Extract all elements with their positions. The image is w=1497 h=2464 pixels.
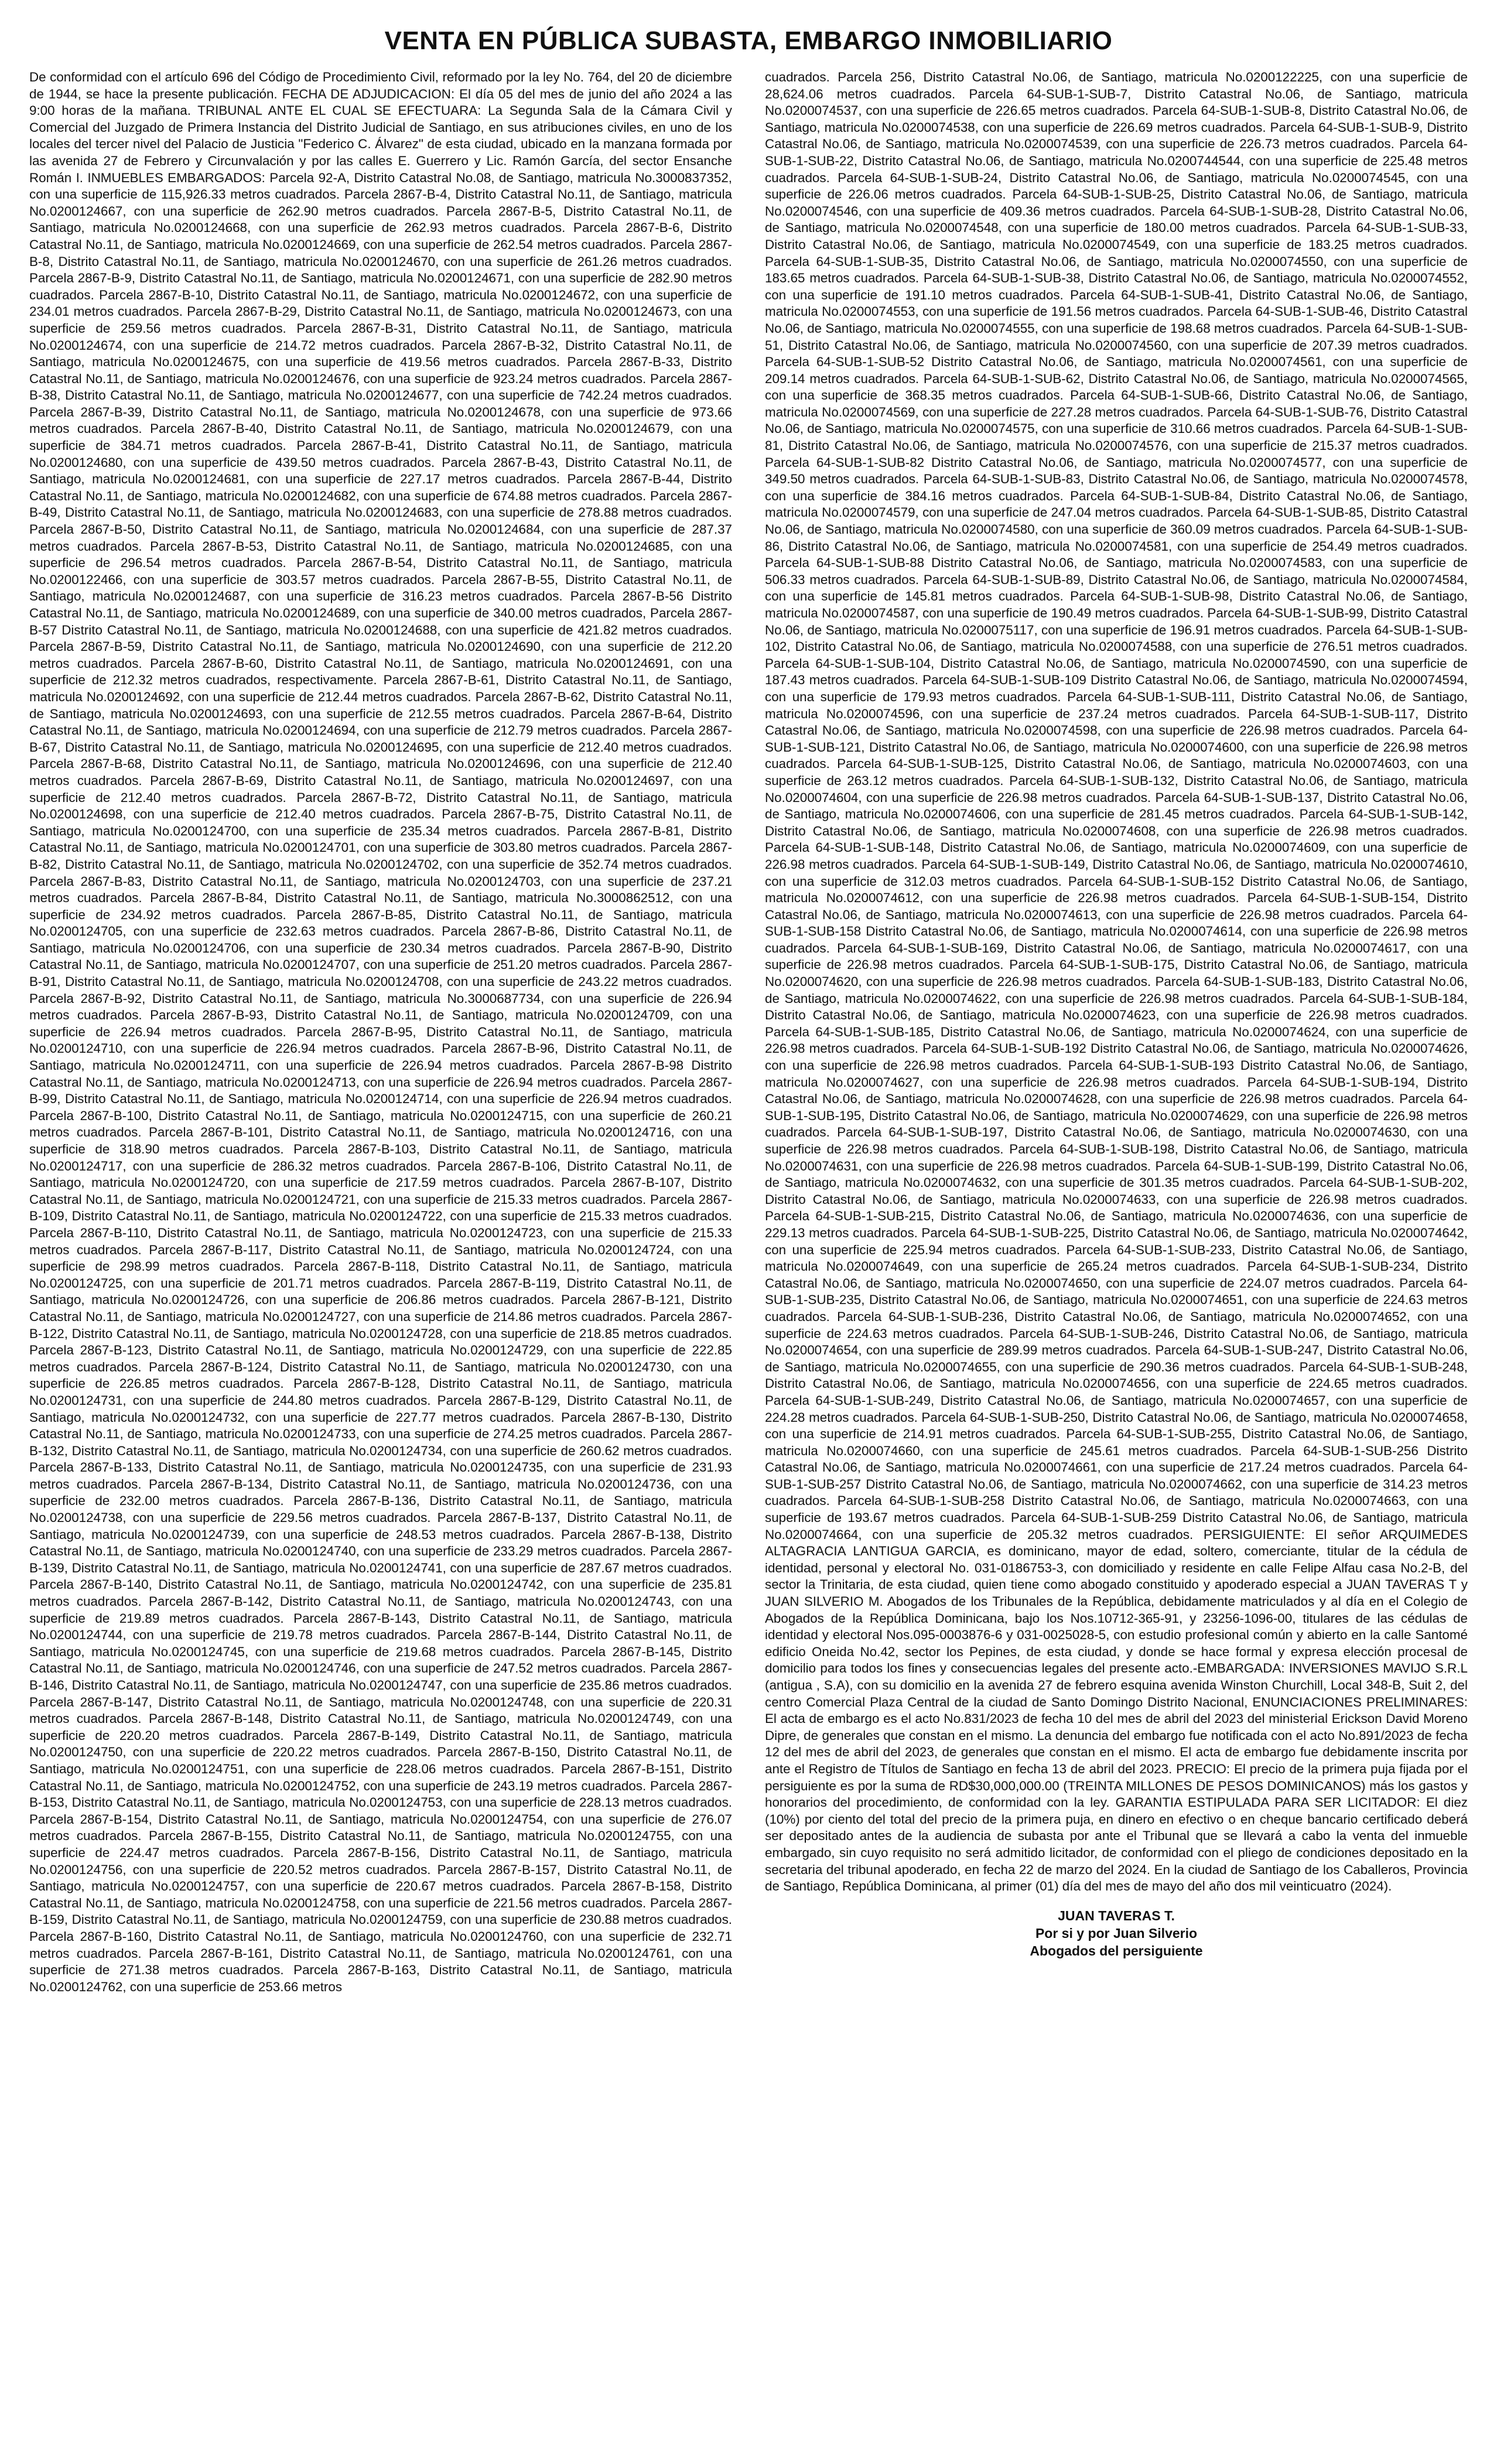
signature-line-2: Por si y por Juan Silverio [1035,1925,1198,1941]
right-column [765,69,1468,2424]
left-column [29,69,732,2424]
notice-columns [29,69,1468,2424]
signature-block [765,1907,1468,1960]
legal-notice [29,23,1468,2441]
notice-body-left: De conformidad con el artículo 696 del Código de Procedimiento Civil, reformado por la ley No. 764, del 20 de diciembre de 1944, se hace la presente publicación. FECHA DE ADJUDICACION: El día 05 del mes de junio del año 2024 a las 9:00 horas de la mañana. TRIBUNAL ANTE EL CUAL SE EFECTUARA: La Segunda Sala de la Cámara Civil y Comercial del Juzgado de Primera Instancia del Distrito Judicial de Santiago, en sus atribuciones civiles, en uno de los locales del tercer nivel del Palacio de Justicia "Federico C. Álvarez" de esta ciudad, ubicado en la manzana formada por las avenida 27 de Febrero y Circunvalación y por las calles E. Guerrero y Lic. Ramón García, del sector Ensanche Román I. INMUEBLES EMBARGADOS: Parcela 92-A, Distrito Catastral No.08, de Santiago, matricula No.3000837352, con una superficie de 115,926.33 metros cuadrados. Parcela 2867-B-4, Distrito Catastral No.11, de Santiago, matricula No.0200124667, con una superficie de 262.90 metros cuadrados. Parcela 2867-B-5, Distrito Catastral No.11, de Santiago, matricula No.0200124668, con una superficie de 262.93 metros cuadrados. Parcela 2867-B-6, Distrito Catastral No.11, de Santiago, matricula No.0200124669, con una superficie de 262.54 metros cuadrados. Parcela 2867-B-8, Distrito Catastral No.11, de Santiago, matricula No.0200124670, con una superficie de 261.26 metros cuadrados. Parcela 2867-B-9, Distrito Catastral No.11, de Santiago, matricula No.0200124671, con una superficie de 282.90 metros cuadrados. Parcela 2867-B-10, Distrito Catastral No.11, de Santiago, matricula No.0200124672, con una superficie de 234.01 metros cuadrados. Parcela 2867-B-29, Distrito Catastral No.11, de Santiago, matricula No.0200124673, con una superficie de 259.56 metros cuadrados. Parcela 2867-B-31, Distrito Catastral No.11, de Santiago, matricula No.0200124674, con una superficie de 214.72 metros cuadrados. Parcela 2867-B-32, Distrito Catastral No.11, de Santiago, matricula No.0200124675, con una superficie de 419.56 metros cuadrados. Parcela 2867-B-33, Distrito Catastral No.11, de Santiago, matricula No.0200124676, con una superficie de 923.24 metros cuadrados. Parcela 2867-B-38, Distrito Catastral No.11, de Santiago, matricula No.0200124677, con una superficie de 742.24 metros cuadrados. Parcela 2867-B-39, Distrito Catastral No.11, de Santiago, matricula No.0200124678, con una superficie de 973.66 metros cuadrados. Parcela 2867-B-40, Distrito Catastral No.11, de Santiago, matricula No.0200124679, con una superficie de 384.71 metros cuadrados. Parcela 2867-B-41, Distrito Catastral No.11, de Santiago, matricula No.0200124680, con una superficie de 439.50 metros cuadrados. Parcela 2867-B-43, Distrito Catastral No.11, de Santiago, matricula No.0200124681, con una superficie de 227.17 metros cuadrados. Parcela 2867-B-44, Distrito Catastral No.11, de Santiago, matricula No.0200124682, con una superficie de 674.88 metros cuadrados. Parcela 2867-B-49, Distrito Catastral No.11, de Santiago, matricula No.0200124683, con una superficie de 278.88 metros cuadrados. Parcela 2867-B-50, Distrito Catastral No.11, de Santiago, matricula No.0200124684, con una superficie de 287.37 metros cuadrados. Parcela 2867-B-53, Distrito Catastral No.11, de Santiago, matricula No.0200124685, con una superficie de 296.54 metros cuadrados. Parcela 2867-B-54, Distrito Catastral No.11, de Santiago, matricula No.0200122466, con una superficie de 303.57 metros cuadrados. Parcela 2867-B-55, Distrito Catastral No.11, de Santiago, matricula No.0200124687, con una superficie de 316.23 metros cuadrados. Parcela 2867-B-56 Distrito Catastral No.11, de Santiago, matricula No.0200124689, con una superficie de 340.00 metros cuadrados, Parcela 2867-B-57 Distrito Catastral No.11, de Santiago, matricula No.0200124688, con una superficie de 421.82 metros cuadrados. Parcela 2867-B-59, Distrito Catastral No.11, de Santiago, matricula No.0200124690, con una superficie de 212.20 metros cuadrados. Parcela 2867-B-60, Distrito Catastral No.11, de Santiago, matricula No.0200124691, con una superficie de 212.32 metros cuadrados, respectivamente. Parcela 2867-B-61, Distrito Catastral No.11, de Santiago, matricula No.0200124692, con una superficie de 212.44 metros cuadrados. Parcela 2867-B-62, Distrito Catastral No.11, de Santiago, matricula No.0200124693, con una superficie de 212.55 metros cuadrados. Parcela 2867-B-64, Distrito Catastral No.11, de Santiago, matricula No.0200124694, con una superficie de 212.79 metros cuadrados. Parcela 2867-B-67, Distrito Catastral No.11, de Santiago, matricula No.0200124695, con una superficie de 212.40 metros cuadrados. Parcela 2867-B-68, Distrito Catastral No.11, de Santiago, matricula No.0200124696, con una superficie de 212.40 metros cuadrados. Parcela 2867-B-69, Distrito Catastral No.11, de Santiago, matricula No.0200124697, con una superficie de 212.40 metros cuadrados. Parcela 2867-B-72, Distrito Catastral No.11, de Santiago, matricula No.0200124698, con una superficie de 212.40 metros cuadrados. Parcela 2867-B-75, Distrito Catastral No.11, de Santiago, matricula No.0200124700, con una superficie de 235.34 metros cuadrados. Parcela 2867-B-81, Distrito Catastral No.11, de Santiago, matricula No.0200124701, con una superficie de 303.80 metros cuadrados. Parcela 2867-B-82, Distrito Catastral No.11, de Santiago, matricula No.0200124702, con una superficie de 352.74 metros cuadrados. Parcela 2867-B-83, Distrito Catastral No.11, de Santiago, matricula No.0200124703, con una superficie de 237.21 metros cuadrados. Parcela 2867-B-84, Distrito Catastral No.11, de Santiago, matricula No.3000862512, con una superficie de 234.92 metros cuadrados. Parcela 2867-B-85, Distrito Catastral No.11, de Santiago, matricula No.0200124705, con una superficie de 232.63 metros cuadrados. Parcela 2867-B-86, Distrito Catastral No.11, de Santiago, matricula No.0200124706, con una superficie de 230.34 metros cuadrados. Parcela 2867-B-90, Distrito Catastral No.11, de Santiago, matricula No.0200124707, con una superficie de 251.20 metros cuadrados. Parcela 2867-B-91, Distrito Catastral No.11, de Santiago, matricula No.0200124708, con una superficie de 243.22 metros cuadrados. Parcela 2867-B-92, Distrito Catastral No.11, de Santiago, matricula No.3000687734, con una superficie de 226.94 metros cuadrados. Parcela 2867-B-93, Distrito Catastral No.11, de Santiago, matricula No.0200124709, con una superficie de 226.94 metros cuadrados. Parcela 2867-B-95, Distrito Catastral No.11, de Santiago, matricula No.0200124710, con una superficie de 226.94 metros cuadrados. Parcela 2867-B-96, Distrito Catastral No.11, de Santiago, matricula No.0200124711, con una superficie de 226.94 metros cuadrados. Parcela 2867-B-98 Distrito Catastral No.11, de Santiago, matricula No.0200124713, con una superficie de 226.94 metros cuadrados. Parcela 2867-B-99, Distrito Catastral No.11, de Santiago, matricula No.0200124714, con una superficie de 226.94 metros cuadrados. Parcela 2867-B-100, Distrito Catastral No.11, de Santiago, matricula No.0200124715, con una superficie de 260.21 metros cuadrados. Parcela 2867-B-101, Distrito Catastral No.11, de Santiago, matricula No.0200124716, con una superficie de 318.90 metros cuadrados. Parcela 2867-B-103, Distrito Catastral No.11, de Santiago, matricula No.0200124717, con una superficie de 286.32 metros cuadrados. Parcela 2867-B-106, Distrito Catastral No.11, de Santiago, matricula No.0200124720, con una superficie de 217.59 metros cuadrados. Parcela 2867-B-107, Distrito Catastral No.11, de Santiago, matricula No.0200124721, con una superficie de 215.33 metros cuadrados. Parcela 2867-B-109, Distrito Catastral No.11, de Santiago, matricula No.0200124722, con una superficie de 215.33 metros cuadrados. Parcela 2867-B-110, Distrito Catastral No.11, de Santiago, matricula No.0200124723, con una superficie de 215.33 metros cuadrados. Parcela 2867-B-117, Distrito Catastral No.11, de Santiago, matricula No.0200124724, con una superficie de 298.99 metros cuadrados. Parcela 2867-B-118, Distrito Catastral No.11, de Santiago, matricula No.0200124725, con una superficie de 201.71 metros cuadrados. Parcela 2867-B-119, Distrito Catastral No.11, de Santiago, matricula No.0200124726, con una superficie de 206.86 metros cuadrados. Parcela 2867-B-121, Distrito Catastral No.11, de Santiago, matricula No.0200124727, con una superficie de 214.86 metros cuadrados. Parcela 2867-B-122, Distrito Catastral No.11, de Santiago, matricula No.0200124728, con una superficie de 218.85 metros cuadrados. Parcela 2867-B-123, Distrito Catastral No.11, de Santiago, matricula No.0200124729, con una superficie de 222.85 metros cuadrados. Parcela 2867-B-124, Distrito Catastral No.11, de Santiago, matricula No.0200124730, con una superficie de 226.85 metros cuadrados. Parcela 2867-B-128, Distrito Catastral No.11, de Santiago, matricula No.0200124731, con una superficie de 244.80 metros cuadrados. Parcela 2867-B-129, Distrito Catastral No.11, de Santiago, matricula No.0200124732, con una superficie de 227.77 metros cuadrados. Parcela 2867-B-130, Distrito Catastral No.11, de Santiago, matricula No.0200124733, con una superficie de 274.25 metros cuadrados. Parcela 2867-B-132, Distrito Catastral No.11, de Santiago, matricula No.0200124734, con una superficie de 260.62 metros cuadrados. Parcela 2867-B-133, Distrito Catastral No.11, de Santiago, matricula No.0200124735, con una superficie de 231.93 metros cuadrados. Parcela 2867-B-134, Distrito Catastral No.11, de Santiago, matricula No.0200124736, con una superficie de 232.00 metros cuadrados. Parcela 2867-B-136, Distrito Catastral No.11, de Santiago, matricula No.0200124738, con una superficie de 229.56 metros cuadrados. Parcela 2867-B-137, Distrito Catastral No.11, de Santiago, matricula No.0200124739, con una superficie de 248.53 metros cuadrados. Parcela 2867-B-138, Distrito Catastral No.11, de Santiago, matricula No.0200124740, con una superficie de 233.29 metros cuadrados. Parcela 2867-B-139, Distrito Catastral No.11, de Santiago, matricula No.0200124741, con una superficie de 287.67 metros cuadrados. Parcela 2867-B-140, Distrito Catastral No.11, de Santiago, matricula No.0200124742, con una superficie de 235.81 metros cuadrados. Parcela 2867-B-142, Distrito Catastral No.11, de Santiago, matricula No.0200124743, con una superficie de 219.89 metros cuadrados. Parcela 2867-B-143, Distrito Catastral No.11, de Santiago, matricula No.0200124744, con una superficie de 219.78 metros cuadrados. Parcela 2867-B-144, Distrito Catastral No.11, de Santiago, matricula No.0200124745, con una superficie de 219.68 metros cuadrados. Parcela 2867-B-145, Distrito Catastral No.11, de Santiago, matricula No.0200124746, con una superficie de 247.52 metros cuadrados. Parcela 2867-B-146, Distrito Catastral No.11, de Santiago, matricula No.0200124747, con una superficie de 235.86 metros cuadrados. Parcela 2867-B-147, Distrito Catastral No.11, de Santiago, matricula No.0200124748, con una superficie de 220.31 metros cuadrados. Parcela 2867-B-148, Distrito Catastral No.11, de Santiago, matricula No.0200124749, con una superficie de 220.20 metros cuadrados. Parcela 2867-B-149, Distrito Catastral No.11, de Santiago, matricula No.0200124750, con una superficie de 220.22 metros cuadrados. Parcela 2867-B-150, Distrito Catastral No.11, de Santiago, matricula No.0200124751, con una superficie de 228.06 metros cuadrados. Parcela 2867-B-151, Distrito Catastral No.11, de Santiago, matricula No.0200124752, con una superficie de 243.19 metros cuadrados. Parcela 2867-B-153, Distrito Catastral No.11, de Santiago, matricula No.0200124753, con una superficie de 228.13 metros cuadrados. Parcela 2867-B-154, Distrito Catastral No.11, de Santiago, matricula No.0200124754, con una superficie de 276.07 metros cuadrados. Parcela 2867-B-155, Distrito Catastral No.11, de Santiago, matricula No.0200124755, con una superficie de 224.47 metros cuadrados. Parcela 2867-B-156, Distrito Catastral No.11, de Santiago, matricula No.0200124756, con una superficie de 220.52 metros cuadrados. Parcela 2867-B-157, Distrito Catastral No.11, de Santiago, matricula No.0200124757, con una superficie de 220.67 metros cuadrados. Parcela 2867-B-158, Distrito Catastral No.11, de Santiago, matricula No.0200124758, con una superficie de 221.56 metros cuadrados. Parcela 2867-B-159, Distrito Catastral No.11, de Santiago, matricula No.0200124759, con una superficie de 230.88 metros cuadrados. Parcela 2867-B-160, Distrito Catastral No.11, de Santiago, matricula No.0200124760, con una superficie de 232.71 metros cuadrados. Parcela 2867-B-161, Distrito Catastral No.11, de Santiago, matricula No.0200124761, con una superficie de 271.38 metros cuadrados. Parcela 2867-B-163, Distrito Catastral No.11, de Santiago, matricula No.0200124762, con una superficie de 253.66 metros [29,70,732,1994]
notice-title: VENTA EN PÚBLICA SUBASTA, EMBARGO INMOBILIARIO [384,26,1113,55]
signature-line-3: Abogados del persiguiente [1030,1943,1203,1958]
signature-name: JUAN TAVERAS T. [1058,1907,1175,1923]
notice-body-right: cuadrados. Parcela 256, Distrito Catastral No.06, de Santiago, matricula No.0200122225, con una superficie de 28,624.06 metros cuadrados. Parcela 64-SUB-1-SUB-7, Distrito Catastral No.06, de Santiago, matricula No.0200074537, con una superficie de 226.65 metros cuadrados. Parcela 64-SUB-1-SUB-8, Distrito Catastral No.06, de Santiago, matricula No.0200074538, con una superficie de 226.69 metros cuadrados. Parcela 64-SUB-1-SUB-9, Distrito Catastral No.06, de Santiago, matricula No.0200074539, con una superficie de 226.73 metros cuadrados. Parcela 64-SUB-1-SUB-22, Distrito Catastral No.06, de Santiago, matricula No.0200744544, con una superficie de 225.48 metros cuadrados. Parcela 64-SUB-1-SUB-24, Distrito Catastral No.06, de Santiago, matricula No.0200074545, con una superficie de 226.06 metros cuadrados. Parcela 64-SUB-1-SUB-25, Distrito Catastral No.06, de Santiago, matricula No.0200074546, con una superficie de 409.36 metros cuadrados. Parcela 64-SUB-1-SUB-28, Distrito Catastral No.06, de Santiago, matricula No.0200074548, con una superficie de 180.00 metros cuadrados. Parcela 64-SUB-1-SUB-33, Distrito Catastral No.06, de Santiago, matricula No.0200074549, con una superficie de 183.25 metros cuadrados. Parcela 64-SUB-1-SUB-35, Distrito Catastral No.06, de Santiago, matricula No.0200074550, con una superficie de 183.65 metros cuadrados. Parcela 64-SUB-1-SUB-38, Distrito Catastral No.06, de Santiago, matricula No.0200074552, con una superficie de 191.10 metros cuadrados. Parcela 64-SUB-1-SUB-41, Distrito Catastral No.06, de Santiago, matricula No.0200074553, con una superficie de 191.56 metros cuadrados. Parcela 64-SUB-1-SUB-46, Distrito Catastral No.06, de Santiago, matricula No.0200074555, con una superficie de 198.68 metros cuadrados. Parcela 64-SUB-1-SUB-51, Distrito Catastral No.06, de Santiago, matricula No.0200074560, con una superficie de 207.39 metros cuadrados. Parcela 64-SUB-1-SUB-52 Distrito Catastral No.06, de Santiago, matricula No.0200074561, con una superficie de 209.14 metros cuadrados. Parcela 64-SUB-1-SUB-62, Distrito Catastral No.06, de Santiago, matricula No.0200074565, con una superficie de 368.35 metros cuadrados. Parcela 64-SUB-1-SUB-66, Distrito Catastral No.06, de Santiago, matricula No.0200074569, con una superficie de 227.28 metros cuadrados. Parcela 64-SUB-1-SUB-76, Distrito Catastral No.06, de Santiago, matricula No.0200074575, con una superficie de 310.66 metros cuadrados. Parcela 64-SUB-1-SUB-81, Distrito Catastral No.06, de Santiago, matricula No.0200074576, con una superficie de 215.37 metros cuadrados. Parcela 64-SUB-1-SUB-82 Distrito Catastral No.06, de Santiago, matricula No.0200074577, con una superficie de 349.50 metros cuadrados. Parcela 64-SUB-1-SUB-83, Distrito Catastral No.06, de Santiago, matricula No.0200074578, con una superficie de 384.16 metros cuadrados. Parcela 64-SUB-1-SUB-84, Distrito Catastral No.06, de Santiago, matricula No.0200074579, con una superficie de 247.04 metros cuadrados. Parcela 64-SUB-1-SUB-85, Distrito Catastral No.06, de Santiago, matricula No.0200074580, con una superficie de 360.09 metros cuadrados. Parcela 64-SUB-1-SUB-86, Distrito Catastral No.06, de Santiago, matricula No.0200074581, con una superficie de 254.49 metros cuadrados. Parcela 64-SUB-1-SUB-88 Distrito Catastral No.06, de Santiago, matricula No.0200074583, con una superficie de 506.33 metros cuadrados. Parcela 64-SUB-1-SUB-89, Distrito Catastral No.06, de Santiago, matricula No.0200074584, con una superficie de 145.81 metros cuadrados. Parcela 64-SUB-1-SUB-98, Distrito Catastral No.06, de Santiago, matricula No.0200074587, con una superficie de 190.49 metros cuadrados. Parcela 64-SUB-1-SUB-99, Distrito Catastral No.06, de Santiago, matricula No.0200075117, con una superficie de 196.91 metros cuadrados. Parcela 64-SUB-1-SUB-102, Distrito Catastral No.06, de Santiago, matricula No.0200074588, con una superficie de 276.51 metros cuadrados. Parcela 64-SUB-1-SUB-104, Distrito Catastral No.06, de Santiago, matricula No.0200074590, con una superficie de 187.43 metros cuadrados. Parcela 64-SUB-1-SUB-109 Distrito Catastral No.06, de Santiago, matricula No.0200074594, con una superficie de 179.93 metros cuadrados. Parcela 64-SUB-1-SUB-111, Distrito Catastral No.06, de Santiago, matricula No.0200074596, con una superficie de 237.24 metros cuadrados. Parcela 64-SUB-1-SUB-117, Distrito Catastral No.06, de Santiago, matricula No.0200074598, con una superficie de 226.98 metros cuadrados. Parcela 64-SUB-1-SUB-121, Distrito Catastral No.06, de Santiago, matricula No.0200074600, con una superficie de 226.98 metros cuadrados. Parcela 64-SUB-1-SUB-125, Distrito Catastral No.06, de Santiago, matricula No.0200074603, con una superficie de 263.12 metros cuadrados. Parcela 64-SUB-1-SUB-132, Distrito Catastral No.06, de Santiago, matricula No.0200074604, con una superficie de 226.98 metros cuadrados. Parcela 64-SUB-1-SUB-137, Distrito Catastral No.06, de Santiago, matricula No.0200074606, con una superficie de 281.45 metros cuadrados. Parcela 64-SUB-1-SUB-142, Distrito Catastral No.06, de Santiago, matricula No.0200074608, con una superficie de 226.98 metros cuadrados. Parcela 64-SUB-1-SUB-148, Distrito Catastral No.06, de Santiago, matricula No.0200074609, con una superficie de 226.98 metros cuadrados. Parcela 64-SUB-1-SUB-149, Distrito Catastral No.06, de Santiago, matricula No.0200074610, con una superficie de 312.03 metros cuadrados. Parcela 64-SUB-1-SUB-152 Distrito Catastral No.06, de Santiago, matricula No.0200074612, con una superficie de 226.98 metros cuadrados. Parcela 64-SUB-1-SUB-154, Distrito Catastral No.06, de Santiago, matricula No.0200074613, con una superficie de 226.98 metros cuadrados. Parcela 64-SUB-1-SUB-158 Distrito Catastral No.06, de Santiago, matricula No.0200074614, con una superficie de 226.98 metros cuadrados. Parcela 64-SUB-1-SUB-169, Distrito Catastral No.06, de Santiago, matricula No.0200074617, con una superficie de 226.98 metros cuadrados. Parcela 64-SUB-1-SUB-175, Distrito Catastral No.06, de Santiago, matricula No.0200074620, con una superficie de 226.98 metros cuadrados. Parcela 64-SUB-1-SUB-183, Distrito Catastral No.06, de Santiago, matricula No.0200074622, con una superficie de 226.98 metros cuadrados. Parcela 64-SUB-1-SUB-184, Distrito Catastral No.06, de Santiago, matricula No.0200074623, con una superficie de 226.98 metros cuadrados. Parcela 64-SUB-1-SUB-185, Distrito Catastral No.06, de Santiago, matricula No.0200074624, con una superficie de 226.98 metros cuadrados. Parcela 64-SUB-1-SUB-192 Distrito Catastral No.06, de Santiago, matricula No.0200074626, con una superficie de 226.98 metros cuadrados. Parcela 64-SUB-1-SUB-193 Distrito Catastral No.06, de Santiago, matricula No.0200074627, con una superficie de 226.98 metros cuadrados. Parcela 64-SUB-1-SUB-194, Distrito Catastral No.06, de Santiago, matricula No.0200074628, con una superficie de 226.98 metros cuadrados. Parcela 64-SUB-1-SUB-195, Distrito Catastral No.06, de Santiago, matricula No.0200074629, con una superficie de 226.98 metros cuadrados. Parcela 64-SUB-1-SUB-197, Distrito Catastral No.06, de Santiago, matricula No.0200074630, con una superficie de 226.98 metros cuadrados. Parcela 64-SUB-1-SUB-198, Distrito Catastral No.06, de Santiago, matricula No.0200074631, con una superficie de 226.98 metros cuadrados. Parcela 64-SUB-1-SUB-199, Distrito Catastral No.06, de Santiago, matricula No.0200074632, con una superficie de 301.35 metros cuadrados. Parcela 64-SUB-1-SUB-202, Distrito Catastral No.06, de Santiago, matricula No.0200074633, con una superficie de 226.98 metros cuadrados. Parcela 64-SUB-1-SUB-215, Distrito Catastral No.06, de Santiago, matricula No.0200074636, con una superficie de 229.13 metros cuadrados. Parcela 64-SUB-1-SUB-225, Distrito Catastral No.06, de Santiago, matricula No.0200074642, con una superficie de 225.94 metros cuadrados. Parcela 64-SUB-1-SUB-233, Distrito Catastral No.06, de Santiago, matricula No.0200074649, con una superficie de 265.24 metros cuadrados. Parcela 64-SUB-1-SUB-234, Distrito Catastral No.06, de Santiago, matricula No.0200074650, con una superficie de 224.07 metros cuadrados. Parcela 64-SUB-1-SUB-235, Distrito Catastral No.06, de Santiago, matricula No.0200074651, con una superficie de 224.63 metros cuadrados. Parcela 64-SUB-1-SUB-236, Distrito Catastral No.06, de Santiago, matricula No.0200074652, con una superficie de 224.63 metros cuadrados. Parcela 64-SUB-1-SUB-246, Distrito Catastral No.06, de Santiago, matricula No.0200074654, con una superficie de 289.99 metros cuadrados. Parcela 64-SUB-1-SUB-247, Distrito Catastral No.06, de Santiago, matricula No.0200074655, con una superficie de 290.36 metros cuadrados. Parcela 64-SUB-1-SUB-248, Distrito Catastral No.06, de Santiago, matricula No.0200074656, con una superficie de 224.65 metros cuadrados. Parcela 64-SUB-1-SUB-249, Distrito Catastral No.06, de Santiago, matricula No.0200074657, con una superficie de 224.28 metros cuadrados. Parcela 64-SUB-1-SUB-250, Distrito Catastral No.06, de Santiago, matricula No.0200074658, con una superficie de 214.91 metros cuadrados. Parcela 64-SUB-1-SUB-255, Distrito Catastral No.06, de Santiago, matricula No.0200074660, con una superficie de 245.61 metros cuadrados. Parcela 64-SUB-1-SUB-256 Distrito Catastral No.06, de Santiago, matricula No.0200074661, con una superficie de 217.24 metros cuadrados. Parcela 64-SUB-1-SUB-257 Distrito Catastral No.06, de Santiago, matricula No.0200074662, con una superficie de 314.23 metros cuadrados. Parcela 64-SUB-1-SUB-258 Distrito Catastral No.06, de Santiago, matricula No.0200074663, con una superficie de 193.67 metros cuadrados. Parcela 64-SUB-1-SUB-259 Distrito Catastral No.06, de Santiago, matricula No.0200074664, con una superficie de 205.32 metros cuadrados. PERSIGUIENTE: El señor ARQUIMEDES ALTAGRACIA LANTIGUA GARCIA, es dominicano, mayor de edad, soltero, comerciante, titular de la cédula de identidad, personal y electoral No. 031-0186753-3, con domiciliado y residente en calle Felipe Alfau casa No.2-B, del sector la Trinitaria, de esta ciudad, quien tiene como abogado constituido y apoderado especial a JUAN TAVERAS T y JUAN SILVERIO M. Abogados de los Tribunales de la República, debidamente matriculados y al día en el Colegio de Abogados de la República Dominicana, bajo los Nos.10712-365-91, y 23256-1096-00, titulares de las cédulas de identidad y electoral Nos.095-0003876-6 y 031-0025028-5, con estudio profesional común y abierto en la calle Santomé edificio Oneida No.42, sector los Pepines, de esta ciudad, y donde se hace formal y expresa elección procesal de domicilio para todos los fines y consecuencias legales del presente acto.-EMBARGADA: INVERSIONES MAVIJO S.R.L (antigua , S.A), con su domicilio en la avenida 27 de febrero esquina avenida Winston Churchill, Local 348-B, Suit 2, del centro Comercial Plaza Central de la ciudad de Santo Domingo Distrito Nacional, ENUNCIACIONES PRELIMINARES: El acta de embargo es el acto No.831/2023 de fecha 10 del mes de abril del 2023 del ministerial Erickson David Moreno Dipre, de generales que constan en el mismo. La denuncia del embargo fue notificada con el acto No.891/2023 de fecha 12 del mes de abril del 2023, de generales que constan en el mismo. El acta de embargo fue debidamente inscrita por ante el Registro de Títulos de Santiago en fecha 13 de abril del 2023. PRECIO: El precio de la primera puja fijada por el persiguiente es por la suma de RD$30,000,000.00 (TREINTA MILLONES DE PESOS DOMINICANOS) más los gastos y honorarios del procedimiento, de conformidad con la ley. GARANTIA ESTIPULADA PARA SER LICITADOR: El diez (10%) por ciento del total del precio de la primera puja, en dinero en efectivo o en cheque bancario certificado deberá ser depositado antes de la audiencia de subasta por ante el Tribunal que se llevará a cabo la venta del inmueble embargado, sin cuyo requisito no será admitido licitador, de conformidad con el pliego de condiciones depositado en la secretaria del tribunal apoderado, en fecha 22 de marzo del 2024. En la ciudad de Santiago de los Caballeros, Provincia de Santiago, República Dominicana, al primer (01) día del mes de mayo del año dos mil veinticuatro (2024). [765,70,1468,1894]
